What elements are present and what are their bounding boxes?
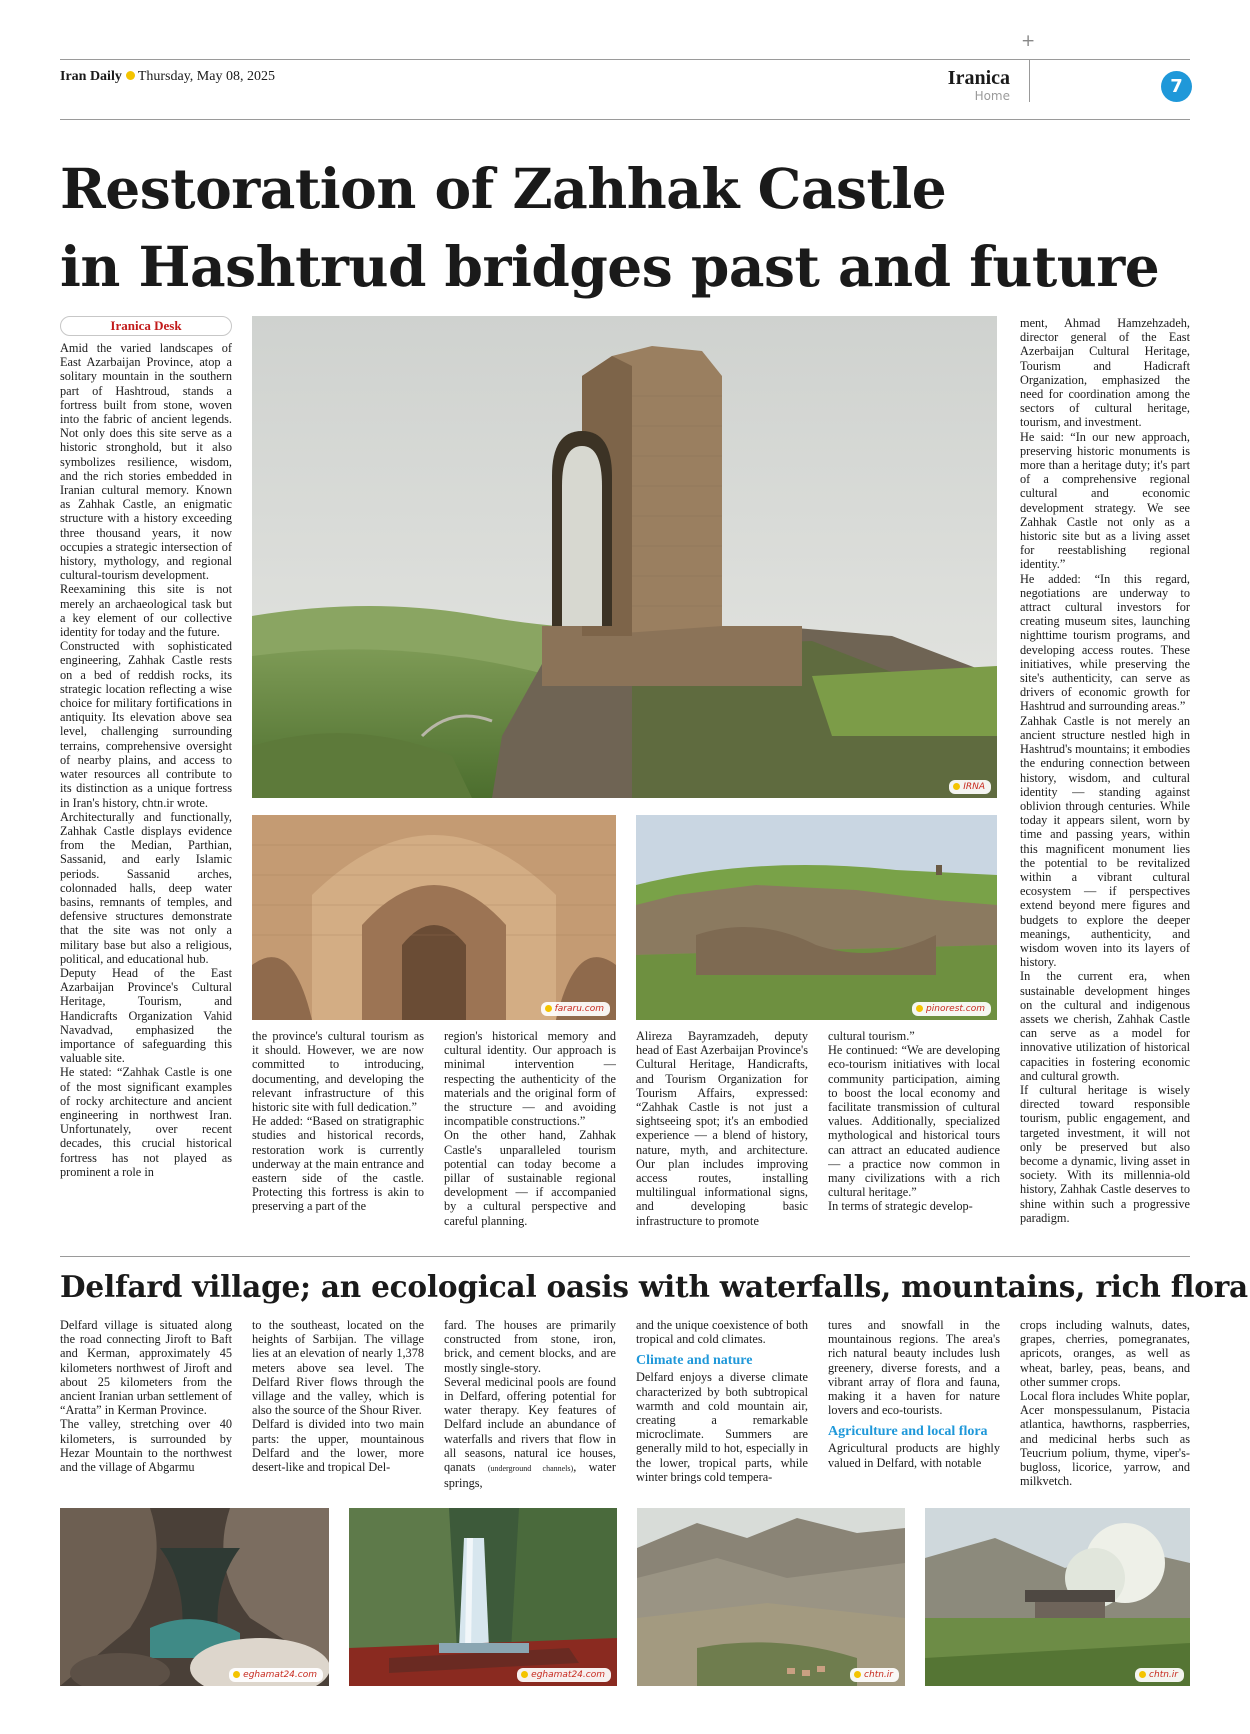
- paragraph: the province's cultural tourism as it should. However, we are now committed to introducing, documenting, and developing the relevant infrastructure of this historic site with full dedication.”: [252, 1029, 424, 1115]
- text-run: , water springs,: [444, 1460, 616, 1491]
- paragraph: Zahhak Castle is not merely an ancient structure nestled high in Hashtrud's mountains; it embodies the enduring connection between history, wisdom, and cultural identity — standing against oblivion through centuries. While today it appears silent, worn by time and passing years, within this magnificent monument lies the potential to be revitalized within a vibrant cultural ecosystem — if perspectives extend beyond mere figures and budgets to explore the deeper meanings, authenticity, and wisdom woven into its layers of history.: [1020, 713, 1190, 970]
- paragraph: Deputy Head of the East Azarbaijan Province's Cultural Heritage, Tourism, and Handicrafts Organization Vahid Navadvad, emphasized the importance of safeguarding this valuable site.: [60, 965, 232, 1066]
- photo-credit: [850, 1668, 899, 1682]
- paragraph: [444, 1375, 616, 1491]
- zahhak-castle-photo: [252, 316, 997, 798]
- canyon-photo: [60, 1508, 329, 1686]
- credit-dot-icon: [1139, 1671, 1146, 1678]
- paragraph: He said: “In our new approach, preserving historic monuments is more than a heritage duty; it's part of a comprehensive regional cultural and economic development strategy. We see Zahhak Castle not only as a historic site but as a living asset for reestablishing regional identity.”: [1020, 429, 1190, 572]
- article1-column-1: [60, 341, 232, 1221]
- article1-column-6: [1020, 316, 1190, 1236]
- article1-column-4: [636, 1029, 808, 1237]
- byline-badge: Iranica Desk: [60, 316, 232, 336]
- headline-line-2: in Hashtrud bridges past and future: [60, 234, 1160, 299]
- photo-credit-text: pinorest.com: [926, 1004, 985, 1014]
- paragraph: fard. The houses are primarily constructed from stone, iron, brick, and cement blocks, and are mostly single-story.: [444, 1318, 616, 1375]
- valley-mountains-photo: [637, 1508, 905, 1686]
- credit-dot-icon: [916, 1005, 923, 1012]
- paragraph: tures and snowfall in the mountainous regions. The area's rich natural beauty includes lush greenery, diverse forests, and a vibrant array of flora and fauna, making it a haven for nature lovers and eco-tourists.: [828, 1318, 1000, 1418]
- masthead-info: [60, 69, 275, 85]
- photo-credit-text: eghamat24.com: [243, 1670, 317, 1680]
- paragraph: Amid the varied landscapes of East Azarbaijan Province, atop a solitary mountain in the southern part of Hashtroud, stands a fortress built from stone, woven into the fabric of ancient legends. Not only does this site serve as a historic stronghold, but it also symbolizes resilience, wisdom, and the rich stories embedded in Iranian cultural memory. Known as Zahhak Castle, an enigmatic structure with a history exceeding three thousand years, it now occupies a strategic intersection of history, mythology, and regional cultural-tourism development.: [60, 341, 232, 583]
- article1-column-3: [444, 1029, 616, 1237]
- paragraph: He added: “Based on stratigraphic studies and historical records, restoration work is currently underway at the main entrance and eastern side of the castle. Protecting this fortress is akin to preserving a part of the: [252, 1114, 424, 1214]
- page-number-badge: 7: [1161, 71, 1192, 102]
- subheading-agriculture: Agriculture and local flora: [828, 1424, 988, 1440]
- paragraph: In the current era, when sustainable development hinges on the cultural and indigenous assets we cherish, Zahhak Castle can serve as a model for innovative utilization of historical capacities in fostering economic and cultural growth.: [1020, 969, 1190, 1083]
- paragraph: In terms of strategic develop-: [828, 1199, 973, 1214]
- article1-column-5: [828, 1029, 1000, 1237]
- paragraph: Reexamining this site is not merely an archaeological task but a key element of our collective identity for today and the future.: [60, 582, 232, 640]
- section-rule: [60, 1256, 1190, 1257]
- photo-credit: [229, 1668, 323, 1682]
- section-subtitle: Home: [974, 89, 1010, 103]
- paragraph: Agricultural products are highly valued in Delfard, with notable: [828, 1441, 1000, 1470]
- paragraph: cultural tourism.”: [828, 1029, 915, 1043]
- paragraph: Alireza Bayramzadeh, deputy head of East Azerbaijan Province's Cultural Heritage, Handicrafts, and Tourism Organization for Tourism Affairs, expressed: “Zahhak Castle is not just a sightseeing spot; it's an embodied experience — a blend of history, nature, myth, and architecture. Our plan includes improving access routes, installing multilingual informational signs, and developing basic infrastructure to promote: [636, 1029, 808, 1228]
- photo-credit: [517, 1668, 611, 1682]
- credit-dot-icon: [545, 1005, 552, 1012]
- credit-dot-icon: [521, 1671, 528, 1678]
- photo-credit: [1135, 1668, 1184, 1682]
- headline-line-1: Restoration of Zahhak Castle: [60, 156, 947, 221]
- article2-column-1: [60, 1318, 232, 1498]
- article2-column-6: [1020, 1318, 1190, 1498]
- paragraph: He stated: “Zahhak Castle is one of the most significant examples of rocky architecture and ancient engineering in northwest Iran. Unfortunately, over recent decades, this crucial historical fortress has not played as prominent a role in: [60, 1065, 232, 1179]
- paragraph: region's historical memory and cultural identity. Our approach is minimal intervention — respecting the authenticity of the materials and the original form of the structure — and avoiding incompatible constructions.”: [444, 1029, 616, 1129]
- separator-dot-icon: [126, 71, 135, 80]
- waterfall-photo: [349, 1508, 617, 1686]
- plus-mark: +: [1021, 31, 1036, 51]
- paragraph: He continued: “We are developing eco-tourism initiatives with local community participation, aiming to boost the local economy and facilitate transmission of cultural values. Additionally, specialized mythological and historical tours can attract an educated audience — a practice now common in many civilizations with a rich cultural heritage.”: [828, 1043, 1000, 1200]
- photo-credit-text: chtn.ir: [864, 1670, 893, 1680]
- paragraph: ment, Ahmad Hamzehzadeh, director general of the East Azerbaijan Cultural Heritage, Tourism and Hadicraft Organization, emphasized the need for coordination among the sectors of cultural heritage, tourism, and investment.: [1020, 316, 1190, 430]
- credit-dot-icon: [854, 1671, 861, 1678]
- paragraph: Delfard is divided into two main parts: the upper, mountainous Delfard and the lower, more desert-like and tropical Del-: [252, 1417, 424, 1475]
- paragraph: The valley, stretching over 40 kilometers, is surrounded by Hezar Mountain to the northwest and the village of Abgarmu: [60, 1417, 232, 1475]
- article2-column-4: [636, 1318, 808, 1498]
- photo-credit-text: chtn.ir: [1149, 1670, 1178, 1680]
- text-run: Several medicinal pools are found in Delfard, offering potential for water therapy. Key features of Delfard include an abundance of waterfalls and rivers that flow in all seasons, natural ice houses, qanats: [444, 1374, 616, 1475]
- paragraph: and the unique coexistence of both tropical and cold climates.: [636, 1318, 808, 1347]
- issue-date: Thursday, May 08, 2025: [137, 69, 275, 84]
- section-title: Iranica: [947, 67, 1010, 89]
- photo-credit-text: IRNA: [963, 782, 985, 792]
- article2-column-2: [252, 1318, 424, 1498]
- castle-cliff-photo: [636, 815, 997, 1020]
- paragraph: Delfard village is situated along the road connecting Jiroft to Baft and Kerman, approximately 45 kilometers northwest of Jiroft and about 25 kilometers from the ancient Iranian urban settlement of “Aratta” in Kerman Province.: [60, 1318, 232, 1418]
- header-top-rule: [60, 59, 1190, 60]
- village-houses-photo: [925, 1508, 1190, 1686]
- paragraph: He added: “In this regard, negotiations are underway to attract cultural investors for creating museum sites, launching nighttime tourism programs, and developing access routes. These initiatives, while preserving the site's authenticity, can serve as drivers of economic growth for Hashtrud and surrounding areas.”: [1020, 571, 1190, 714]
- photo-credit: [541, 1002, 610, 1016]
- paragraph: If cultural heritage is wisely directed toward responsible tourism, public engagement, and targeted investment, it will not only be preserved but also become a dynamic, living asset in society. With its millennia-old history, Zahhak Castle deserves to shine within such a progressive paradigm.: [1020, 1082, 1190, 1225]
- article2-column-3: [444, 1318, 616, 1498]
- paragraph: crops including walnuts, dates, grapes, cherries, pomegranates, apricots, oranges, as well as wheat, barley, peas, beans, and other summer crops.: [1020, 1318, 1190, 1389]
- photo-credit: [949, 780, 991, 794]
- photo-credit: [912, 1002, 991, 1016]
- article1-column-2: [252, 1029, 424, 1237]
- paragraph: On the other hand, Zahhak Castle's unparalleled tourism potential can today become a pillar of sustainable regional development — if accompanied by a cultural perspective and careful planning.: [444, 1128, 616, 1228]
- paragraph: Architecturally and functionally, Zahhak Castle displays evidence from the Median, Parthian, Sassanid, and early Islamic periods. Sassanid arches, colonnaded halls, deep water basins, remnants of temples, and defensive structures demonstrate that the site was not only a military base but also a religious, political, and educational hub.: [60, 809, 232, 966]
- castle-interior-photo: [252, 815, 616, 1020]
- text-run-small: (underground channels): [487, 1464, 574, 1474]
- paper-name: Iran Daily: [60, 69, 122, 84]
- header-bottom-rule: [60, 119, 1190, 120]
- paragraph: Constructed with sophisticated engineering, Zahhak Castle rests on a bed of reddish rocks, its strategic location reflecting a wise choice for military fortifications in antiquity. Its elevation above sea level, challenging surrounding terrains, comprehensive oversight of nearby plains, and access to water resources all contribute to its distinction as a unique fortress in Iran's history, chtn.ir wrote.: [60, 639, 232, 810]
- paragraph: to the southeast, located on the heights of Sarbijan. The village lies at an elevation of nearly 1,378 meters above sea level. The Delfard River flows through the village and the valley, which is also the source of the Shour River.: [252, 1318, 424, 1418]
- article2-headline: Delfard village; an ecological oasis with waterfalls, mountains, rich flora: [60, 1269, 1248, 1304]
- photo-credit-text: eghamat24.com: [531, 1670, 605, 1680]
- subheading-climate: Climate and nature: [636, 1353, 753, 1369]
- article2-column-5: [828, 1318, 1000, 1498]
- paragraph: Local flora includes White poplar, Acer monspessulanum, Pistacia atlantica, hawthorns, raspberries, and medicinal herbs such as Teucrium polium, thyme, viper's-bugloss, licorice, yarrow, and milkvetch.: [1020, 1389, 1190, 1489]
- article-headline: [60, 150, 1190, 306]
- section-divider: [1029, 60, 1030, 102]
- credit-dot-icon: [233, 1671, 240, 1678]
- credit-dot-icon: [953, 783, 960, 790]
- photo-credit-text: fararu.com: [554, 1004, 604, 1014]
- paragraph: Delfard enjoys a diverse climate characterized by both subtropical warmth and cold mountain air, creating a remarkable microclimate. Summers are generally mild to hot, especially in the lower, tropical parts, while winter brings cold tempera-: [636, 1370, 808, 1484]
